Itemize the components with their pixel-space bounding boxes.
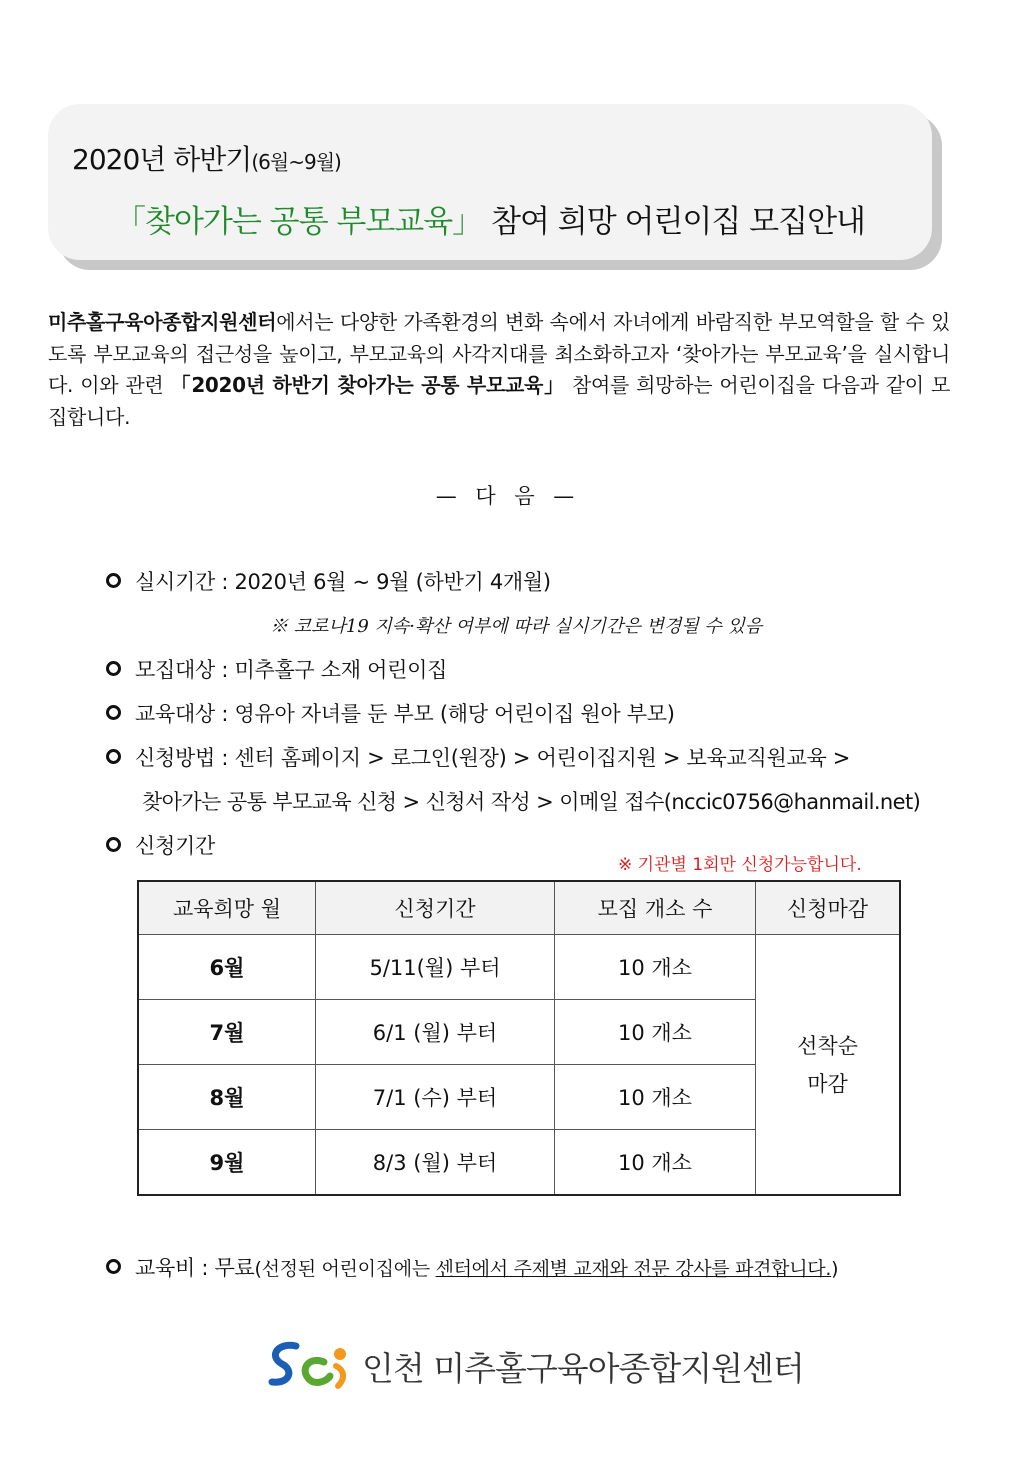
item-target-text: 모집대상 : 미추홀구 소재 어린이집: [135, 658, 448, 682]
header-period: 신청기간: [316, 881, 555, 935]
deadline-line2: 마감: [807, 1071, 848, 1096]
title-rest: 참여 희망 어린이집 모집안내: [482, 204, 865, 240]
intro-paragraph: [48, 307, 950, 433]
table-row: [138, 935, 900, 1000]
table-header-row: [138, 881, 900, 935]
item-period-text: 실시기간 : 2020년 6월 ~ 9월 (하반기 4개월): [135, 570, 551, 594]
item-period: [106, 566, 551, 596]
title-line2: [48, 196, 932, 241]
circle-bullet-icon: [106, 573, 121, 588]
intro-center-name: 미추홀구육아종합지원센터: [48, 310, 277, 334]
circle-bullet-icon: [106, 749, 121, 764]
deadline-line1: 선착순: [797, 1033, 858, 1058]
item-target: [106, 654, 447, 684]
intro-text1: 에서는 다양한 가족환경의 변화 속에서 자녀에게 바람직한 부모역할을 할 수 있도록 부모교육의 접근성을 높이고, 부모교육의 사각지대를 최소화하고자 ‘찾아가는 부모교육’을 실시합니다. 이와 관련: [48, 310, 950, 397]
title-months: (6월~9월): [251, 150, 341, 174]
fee-paren-close: ): [831, 1258, 839, 1280]
cell-deadline: [756, 935, 901, 1196]
item-method-text: 신청방법 : 센터 홈페이지 > 로그인(원장) > 어린이집지원 > 보육교직원교육 >: [135, 746, 851, 770]
item-apply-period-text: 신청기간: [135, 834, 215, 858]
title-line1: [72, 138, 341, 178]
fee-label: 교육비 : 무료: [135, 1256, 255, 1280]
circle-bullet-icon: [106, 705, 121, 720]
cell-month: 7월: [138, 1000, 316, 1065]
header-month: 교육희망 월: [138, 881, 316, 935]
header-deadline: 신청마감: [756, 881, 901, 935]
item-fee: [106, 1252, 838, 1282]
cell-period: 5/11(월) 부터: [316, 935, 555, 1000]
item-edu-target-text: 교육대상 : 영유아 자녀를 둔 부모 (해당 어린이집 원아 부모): [135, 702, 675, 726]
cell-month: 6월: [138, 935, 316, 1000]
title-box: [48, 104, 932, 260]
circle-bullet-icon: [106, 661, 121, 676]
item-method-continued: 찾아가는 공통 부모교육 신청 > 신청서 작성 > 이메일 접수(nccic0756@hanmail.net): [142, 790, 921, 814]
cell-period: 7/1 (수) 부터: [316, 1065, 555, 1130]
cell-month: 9월: [138, 1130, 316, 1196]
intro-text2: 참여를 희망하는 어린이집을 다음과 같이 모집합니다.: [48, 373, 950, 429]
cell-count: 10 개소: [555, 1000, 756, 1065]
title-program: 「찾아가는 공통 부모교육」: [115, 204, 483, 240]
title-year: 2020년 하반기: [72, 143, 252, 176]
cell-count: 10 개소: [555, 1130, 756, 1196]
item-method: [106, 742, 850, 772]
center-logo-text: 인천 미추홀구육아종합지원센터: [362, 1348, 804, 1388]
apply-limit-note: ※ 기관별 1회만 신청가능합니다.: [618, 855, 862, 875]
schedule-table: [137, 880, 901, 1196]
section-divider: — 다 음 —: [435, 484, 581, 508]
header-count: 모집 개소 수: [555, 881, 756, 935]
item-apply-period: [106, 830, 215, 860]
cell-period: 8/3 (월) 부터: [316, 1130, 555, 1196]
circle-bullet-icon: [106, 837, 121, 852]
item-edu-target: [106, 698, 675, 728]
circle-bullet-icon: [106, 1259, 121, 1274]
center-logo: [266, 1338, 804, 1394]
cell-month: 8월: [138, 1065, 316, 1130]
period-note: ※ 코로나19 지속·확산 여부에 따라 실시기간은 변경될 수 있음: [270, 616, 763, 637]
fee-paren-open: (선정된 어린이집에는: [254, 1258, 436, 1280]
intro-program-name: 「2020년 하반기 찾아가는 공통 부모교육」: [170, 373, 565, 397]
fee-detail: 센터에서 주제별 교재와 전문 강사를 파견합니다.: [435, 1258, 832, 1280]
cell-count: 10 개소: [555, 1065, 756, 1130]
cell-count: 10 개소: [555, 935, 756, 1000]
center-logo-icon: [266, 1338, 354, 1394]
cell-period: 6/1 (월) 부터: [316, 1000, 555, 1065]
